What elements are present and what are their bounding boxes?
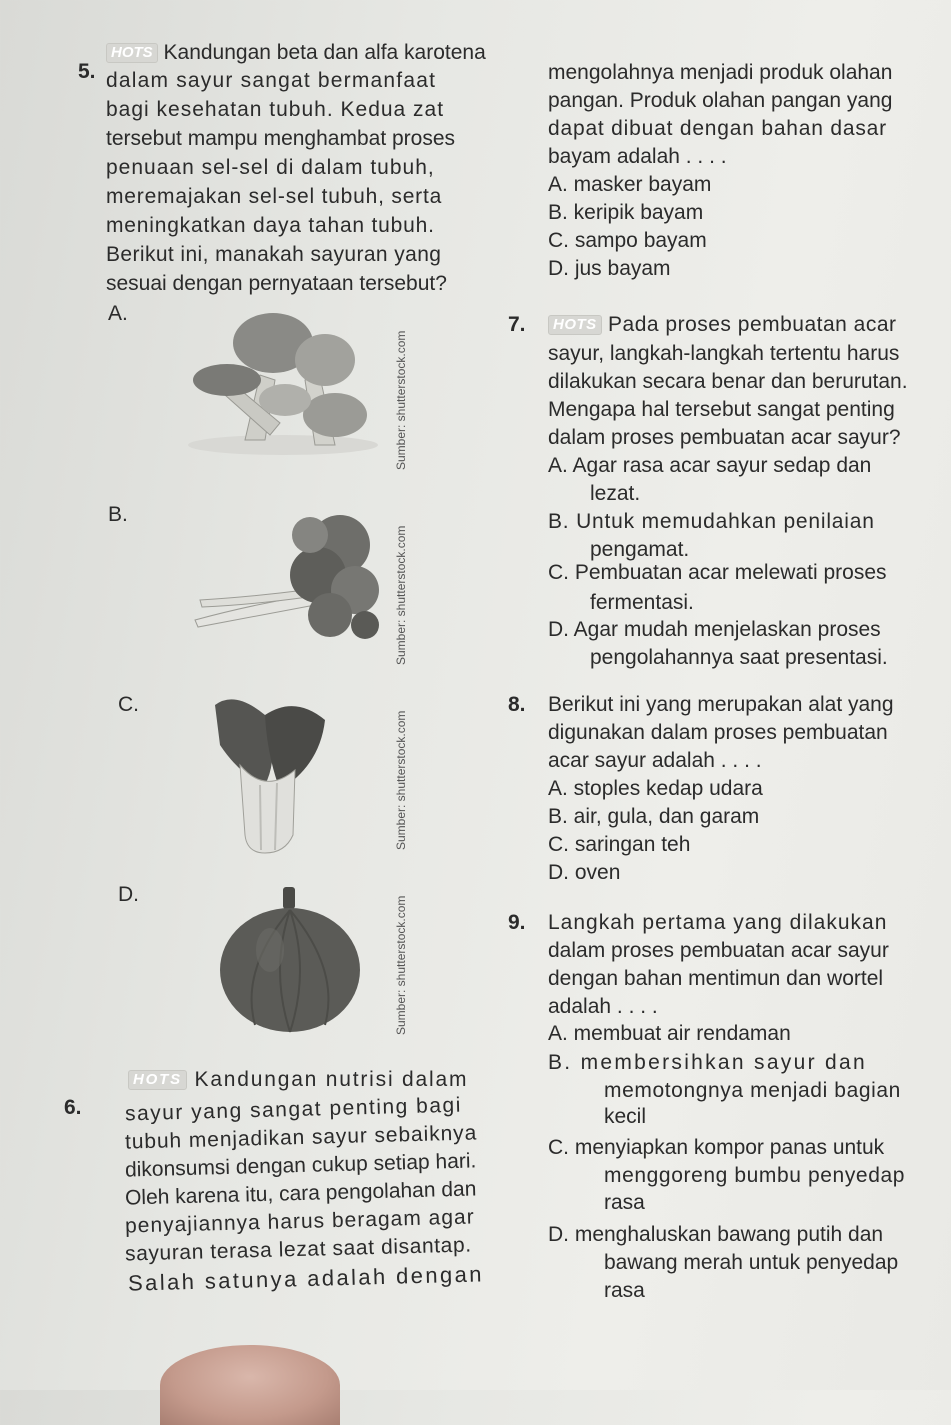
- option-c-label[interactable]: C.: [118, 693, 139, 716]
- hots-badge: HOTS: [106, 43, 158, 63]
- question-text: Langkah pertama yang dilakukan: [548, 911, 888, 934]
- option-b-cont: kecil: [604, 1105, 647, 1128]
- option-c-cont: fermentasi.: [590, 591, 694, 614]
- finger-photo: [160, 1345, 340, 1425]
- question-5-line-1: [106, 40, 486, 66]
- question-text: digunakan dalam proses pembuatan: [548, 721, 888, 744]
- option-b[interactable]: B. air, gula, dan garam: [548, 805, 760, 828]
- question-text: pangan. Produk olahan pangan yang: [548, 89, 893, 112]
- question-text: dalam proses pembuatan acar sayur: [548, 939, 889, 962]
- bok-choy-image: [205, 695, 335, 855]
- option-b[interactable]: B. keripik bayam: [548, 201, 704, 224]
- question-text: penyajiannya harus beragam agar: [124, 1205, 475, 1238]
- option-a-label[interactable]: A.: [108, 302, 128, 325]
- option-b-cont: pengamat.: [590, 538, 690, 561]
- option-c[interactable]: C. menyiapkan kompor panas untuk: [548, 1136, 885, 1159]
- question-text: penuaan sel-sel di dalam tubuh,: [106, 156, 435, 179]
- question-text: meningkatkan daya tahan tubuh.: [106, 214, 435, 237]
- question-text: dalam proses pembuatan acar sayur?: [548, 426, 901, 449]
- option-b-label[interactable]: B.: [108, 503, 128, 526]
- option-d-cont: bawang merah untuk penyedap: [604, 1251, 899, 1274]
- question-text: bayam adalah . . . .: [548, 145, 727, 168]
- option-d-cont: pengolahannya saat presentasi.: [590, 646, 888, 669]
- mushroom-image: [165, 305, 380, 465]
- question-text: meremajakan sel-sel tubuh, serta: [106, 185, 443, 208]
- option-a[interactable]: A. masker bayam: [548, 173, 712, 196]
- option-c-cont: rasa: [604, 1191, 645, 1214]
- question-text: dapat dibuat dengan bahan dasar: [548, 117, 887, 140]
- question-text: sayuran terasa lezat saat disantap.: [124, 1233, 472, 1266]
- option-a-cont: lezat.: [590, 482, 641, 505]
- question-text: Berikut ini, manakah sayuran yang: [106, 243, 442, 266]
- question-6-line-1: [128, 1067, 468, 1093]
- question-text: Mengapa hal tersebut sangat penting: [548, 398, 895, 421]
- question-text: Kandungan nutrisi dalam: [194, 1068, 469, 1091]
- option-a[interactable]: A. membuat air rendaman: [548, 1022, 791, 1045]
- question-text: dalam sayur sangat bermanfaat: [106, 69, 437, 92]
- question-text: sayur yang sangat penting bagi: [124, 1093, 463, 1126]
- hots-badge: HOTS: [128, 1070, 187, 1090]
- option-d[interactable]: D. Agar mudah menjelaskan proses: [548, 618, 881, 641]
- option-d[interactable]: D. jus bayam: [548, 257, 671, 280]
- question-number: 9.: [508, 911, 526, 934]
- option-c[interactable]: C. saringan teh: [548, 833, 691, 856]
- image-credit: Sumber: shutterstock.com: [394, 525, 408, 665]
- option-d[interactable]: D. menghaluskan bawang putih dan: [548, 1223, 884, 1246]
- option-c[interactable]: C. Pembuatan acar melewati proses: [548, 561, 887, 584]
- option-d[interactable]: D. oven: [548, 861, 621, 884]
- option-c-cont: menggoreng bumbu penyedap: [604, 1164, 906, 1187]
- image-credit: Sumber: shutterstock.com: [394, 895, 408, 1035]
- option-d-cont: rasa: [604, 1279, 645, 1302]
- option-b-cont: memotongnya menjadi bagian: [604, 1079, 901, 1102]
- option-a[interactable]: A. Agar rasa acar sayur sedap dan: [548, 454, 872, 477]
- question-text: Kandungan beta dan alfa karotena: [163, 41, 486, 64]
- question-7-line-1: [548, 312, 897, 338]
- question-number: 5.: [78, 60, 96, 83]
- kale-image: [190, 505, 380, 655]
- question-number: 8.: [508, 693, 526, 716]
- question-text: sayur, langkah-langkah tertentu harus: [548, 342, 900, 365]
- option-c[interactable]: C. sampo bayam: [548, 229, 707, 252]
- question-text: sesuai dengan pernyataan tersebut?: [106, 272, 447, 295]
- option-b[interactable]: B. membersihkan sayur dan: [548, 1051, 867, 1074]
- question-text: mengolahnya menjadi produk olahan: [548, 61, 893, 84]
- image-credit: Sumber: shutterstock.com: [394, 330, 408, 470]
- question-text: dilakukan secara benar dan berurutan.: [548, 370, 908, 393]
- question-number: 6.: [64, 1096, 82, 1119]
- question-text: Salah satunya adalah dengan: [127, 1261, 485, 1296]
- question-text: dikonsumsi dengan cukup setiap hari.: [124, 1149, 477, 1182]
- question-number: 7.: [508, 313, 526, 336]
- question-text: bagi kesehatan tubuh. Kedua zat: [106, 98, 445, 121]
- question-text: adalah . . . .: [548, 995, 658, 1018]
- question-text: Berikut ini yang merupakan alat yang: [548, 693, 894, 716]
- option-a[interactable]: A. stoples kedap udara: [548, 777, 763, 800]
- image-credit: Sumber: shutterstock.com: [394, 710, 408, 850]
- option-b[interactable]: B. Untuk memudahkan penilaian: [548, 510, 875, 533]
- question-text: acar sayur adalah . . . .: [548, 749, 762, 772]
- question-text: Oleh karena itu, cara pengolahan dan: [124, 1177, 477, 1210]
- question-text: tersebut mampu menghambat proses: [106, 127, 456, 150]
- pumpkin-image: [215, 885, 365, 1035]
- question-text: tubuh menjadikan sayur sebaiknya: [124, 1121, 478, 1154]
- hots-badge: HOTS: [548, 315, 602, 335]
- question-text: Pada proses pembuatan acar: [608, 313, 897, 336]
- question-text: dengan bahan mentimun dan wortel: [548, 967, 884, 990]
- option-d-label[interactable]: D.: [118, 883, 139, 906]
